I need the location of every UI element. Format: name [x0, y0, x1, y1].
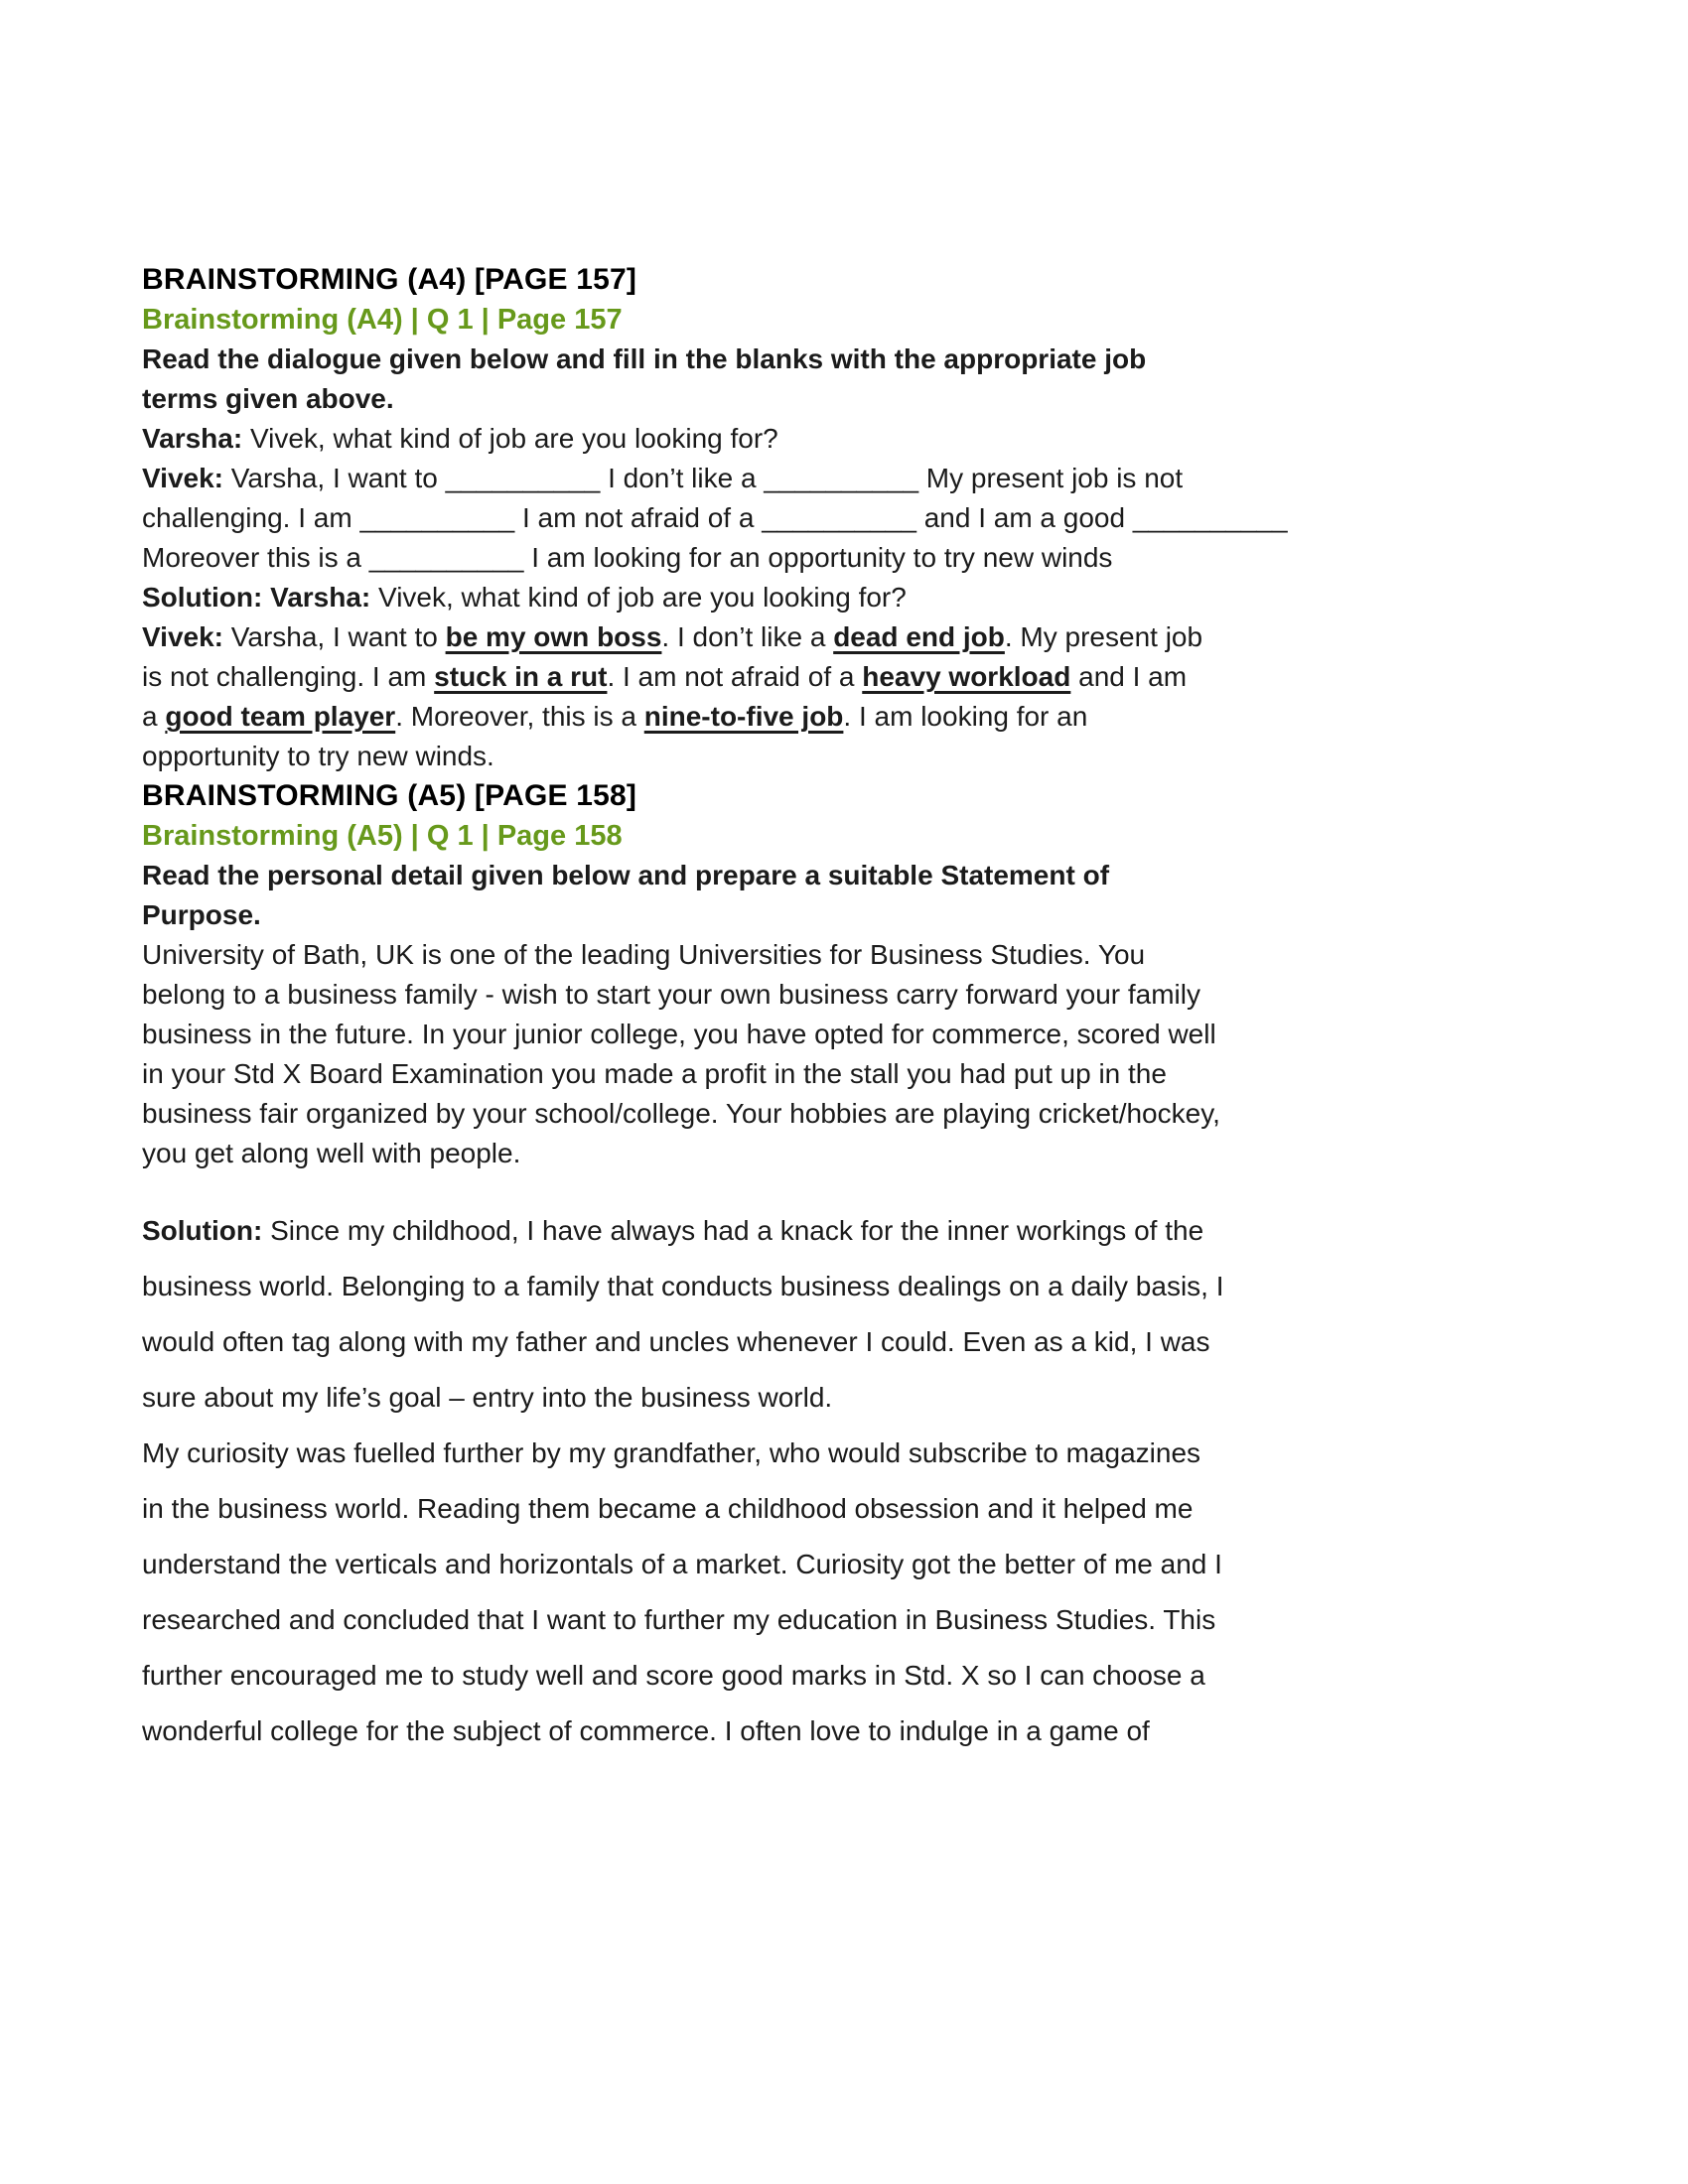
text-run: be my own boss	[445, 621, 662, 652]
text-run: business world. Belonging to a family that conducts business dealings on a daily basis, I	[142, 1271, 1224, 1301]
text-run: Vivek, what kind of job are you looking for?	[370, 582, 907, 613]
text-run: opportunity to try new winds.	[142, 741, 494, 771]
text-run: wonderful college for the subject of commerce. I often love to indulge in a game of	[142, 1715, 1150, 1746]
text-run: My curiosity was fuelled further by my grandfather, who would subscribe to magazines	[142, 1437, 1201, 1468]
text-run: Varsha, I want to __________ I don’t like a __________ My present job is not	[223, 463, 1184, 493]
text-run: good team player	[165, 701, 396, 732]
text-run: University of Bath, UK is one of the leading Universities for Business Studies. You	[142, 939, 1146, 970]
text-run: a	[142, 701, 166, 732]
solution-sop-paragraph-2	[142, 1426, 1539, 1759]
text-run: is not challenging. I am	[142, 661, 435, 692]
solution-line-vivek	[142, 617, 1539, 776]
text-run: Brainstorming (A5) | Q 1 | Page 158	[142, 820, 623, 852]
text-run: you get along well with people.	[142, 1138, 521, 1168]
text-run: Brainstorming (A4) | Q 1 | Page 157	[142, 304, 623, 336]
section-heading-a5	[142, 776, 1539, 816]
text-run: . I am not afraid of a	[607, 661, 863, 692]
text-run: . Moreover, this is a	[395, 701, 644, 732]
question-link-a4-q1[interactable]	[142, 300, 1539, 340]
text-run: belong to a business family - wish to start your own business carry forward your family	[142, 979, 1200, 1010]
text-run: dead end job	[833, 621, 1005, 652]
text-run: Varsha:	[142, 423, 243, 454]
text-run: business fair organized by your school/college. Your hobbies are playing cricket/hockey,	[142, 1098, 1220, 1129]
text-run: terms given above.	[142, 383, 394, 414]
question-link-a5-q1[interactable]	[142, 816, 1539, 856]
text-run: challenging. I am __________ I am not afraid of a __________ and I am a good __________	[142, 502, 1288, 533]
solution-line-varsha	[142, 578, 1539, 617]
text-run: Solution: Varsha:	[142, 582, 371, 613]
text-run: Purpose.	[142, 899, 261, 930]
text-run: business in the future. In your junior college, you have opted for commerce, scored well	[142, 1019, 1216, 1049]
text-run: understand the verticals and horizontals of a market. Curiosity got the better of me and I	[142, 1549, 1222, 1579]
question-text-a4	[142, 340, 1539, 419]
text-run: researched and concluded that I want to further my education in Business Studies. This	[142, 1604, 1216, 1635]
text-run: and I am	[1070, 661, 1188, 692]
text-run: BRAINSTORMING (A5) [PAGE 158]	[142, 779, 637, 812]
text-run: heavy workload	[862, 661, 1071, 692]
text-run: Since my childhood, I have always had a knack for the inner workings of the	[262, 1215, 1204, 1246]
dialogue-line-vivek-blanks	[142, 459, 1539, 578]
question-detail-a5	[142, 935, 1539, 1173]
text-run: . My present job	[1004, 621, 1203, 652]
section-heading-a4	[142, 260, 1539, 300]
question-text-a5	[142, 856, 1539, 935]
text-run: Read the personal detail given below and prepare a suitable Statement of	[142, 860, 1110, 890]
text-run: . I am looking for an	[843, 701, 1088, 732]
dialogue-line-varsha	[142, 419, 1539, 459]
text-run: Solution:	[142, 1215, 263, 1246]
text-run: Vivek:	[142, 621, 223, 652]
text-run: Varsha, I want to	[223, 621, 446, 652]
text-run: Vivek:	[142, 463, 223, 493]
text-run: Read the dialogue given below and fill in the blanks with the appropriate job	[142, 343, 1147, 374]
text-run: Vivek, what kind of job are you looking for?	[242, 423, 778, 454]
text-run: would often tag along with my father and uncles whenever I could. Even as a kid, I was	[142, 1326, 1210, 1357]
text-run: further encouraged me to study well and score good marks in Std. X so I can choose a	[142, 1660, 1205, 1691]
text-run: stuck in a rut	[434, 661, 608, 692]
text-run: nine-to-five job	[643, 701, 844, 732]
solution-sop-paragraph-1	[142, 1203, 1539, 1426]
text-run: in your Std X Board Examination you made a profit in the stall you had put up in the	[142, 1058, 1167, 1089]
text-run: BRAINSTORMING (A4) [PAGE 157]	[142, 263, 637, 296]
text-run: . I don’t like a	[661, 621, 834, 652]
text-run: Moreover this is a __________ I am looking for an opportunity to try new winds	[142, 542, 1113, 573]
text-run: sure about my life’s goal – entry into the business world.	[142, 1382, 833, 1413]
text-run: in the business world. Reading them became a childhood obsession and it helped me	[142, 1493, 1194, 1524]
